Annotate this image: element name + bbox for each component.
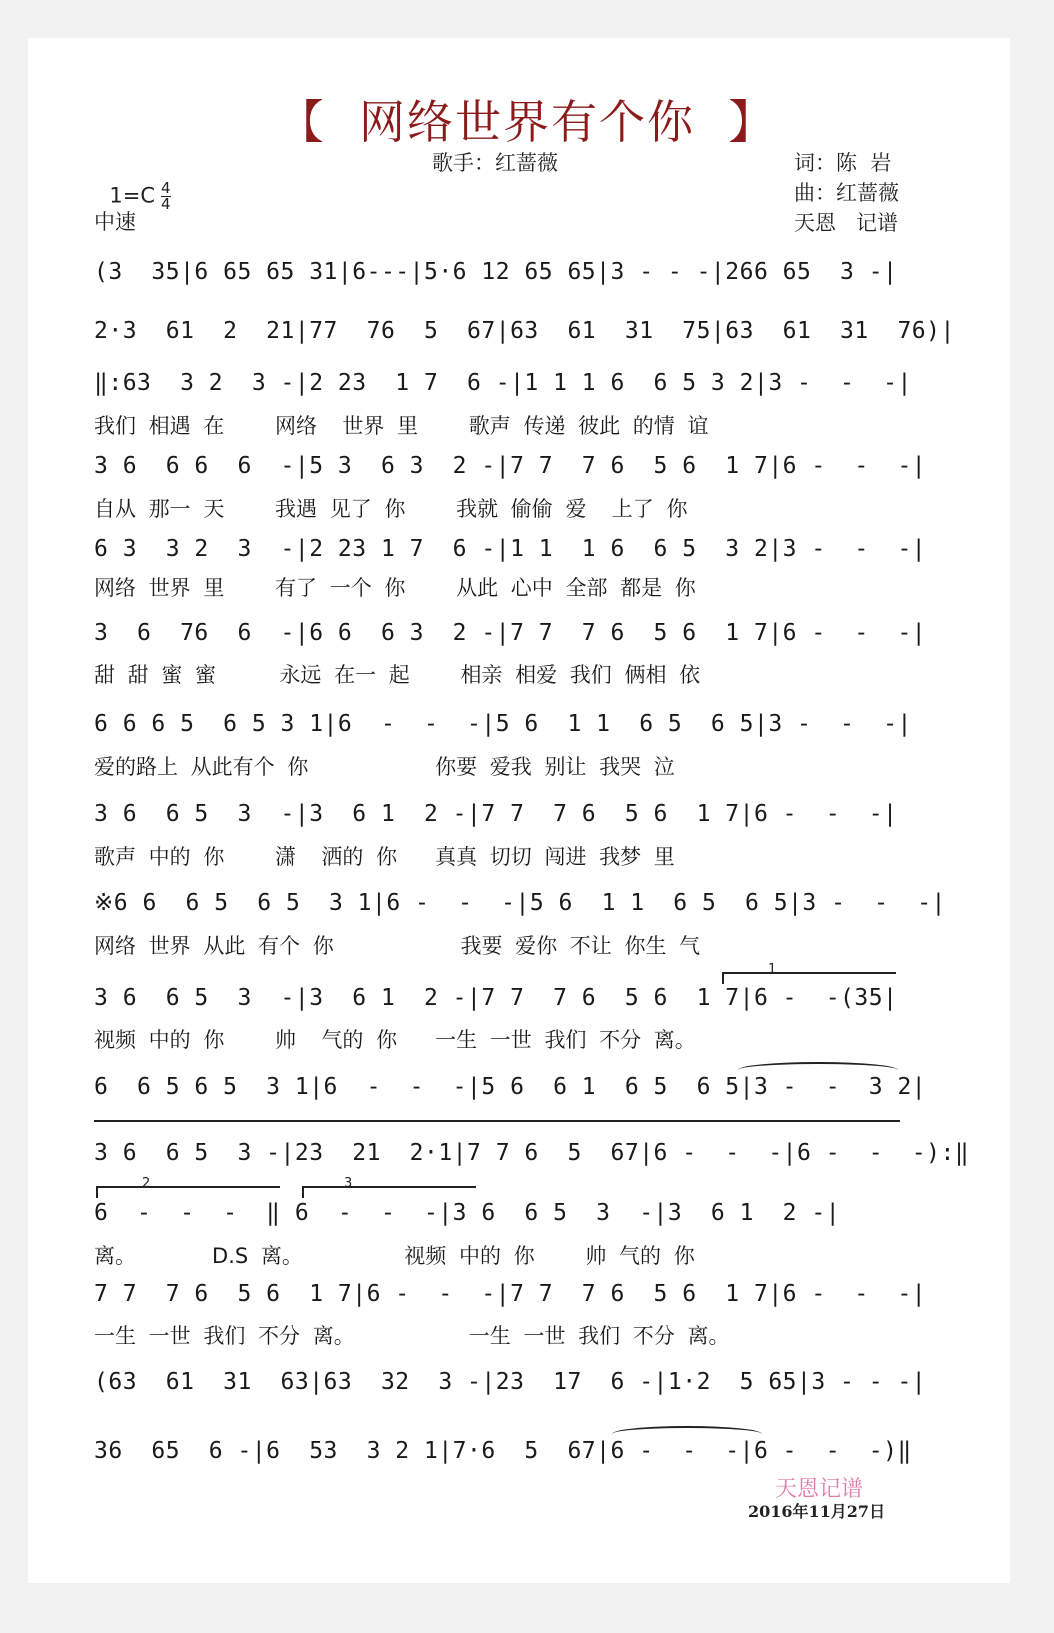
notation-line: 36 65 6 -|6 53 3 2 1|7·6 5 67|6 - - -|6 - - -)‖	[94, 1438, 912, 1464]
time-signature	[161, 181, 171, 212]
lyric-line: 我们 相遇 在 网络 世界 里 歌声 传递 彼此 的情 谊	[94, 414, 709, 438]
ending-bracket	[302, 1186, 476, 1198]
lyric-line: 自从 那一 天 我遇 见了 你 我就 偷偷 爱 上了 你	[94, 497, 688, 521]
lyric-line: 歌声 中的 你 潇 洒的 你 真真 切切 闯进 我梦 里	[94, 845, 675, 869]
notation-line: 3 6 6 6 6 -|5 3 6 3 2 -|7 7 7 6 5 6 1 7|6 - - -|	[94, 453, 927, 479]
ending-number: 1	[768, 962, 777, 977]
notation-line: 3 6 76 6 -|6 6 6 3 2 -|7 7 7 6 5 6 1 7|6 - - -|	[94, 620, 927, 646]
notation-line: 6 - - - ‖ 6 - - -|3 6 6 5 3 -|3 6 1 2 -|	[94, 1200, 841, 1226]
coda-rule	[94, 1120, 900, 1122]
notation-line: ‖:63 3 2 3 -|2 23 1 7 6 -|1 1 1 6 6 5 3 2|3 - - -|	[94, 370, 912, 396]
notation-line: (63 61 31 63|63 32 3 -|23 17 6 -|1·2 5 65|3 - - -|	[94, 1369, 927, 1395]
notation-line: (3 35|6 65 65 31|6---|5·6 12 65 65|3 - - -|266 65 3 -|	[94, 259, 898, 285]
ending-number: 2	[142, 1176, 151, 1191]
ending-number: 3	[344, 1176, 353, 1191]
transcription-date: 2016年11月27日	[748, 1502, 886, 1521]
notation-line: 6 6 6 5 6 5 3 1|6 - - -|5 6 1 1 6 5 6 5|3 - - -|	[94, 711, 912, 737]
ending-bracket	[96, 1186, 280, 1198]
notation-line: 6 3 3 2 3 -|2 23 1 7 6 -|1 1 1 6 6 5 3 2|3 - - -|	[94, 536, 927, 562]
time-bottom: 4	[160, 195, 171, 213]
composer-credit: 曲：红蔷薇	[794, 181, 899, 205]
singer-credit: 歌手：红蔷薇	[432, 151, 558, 175]
lyricist-credit: 词：陈 岩	[794, 151, 892, 175]
lyric-line: 一生 一世 我们 不分 离。 一生 一世 我们 不分 离。	[94, 1324, 730, 1348]
notation-line: 3 6 6 5 3 -|3 6 1 2 -|7 7 7 6 5 6 1 7|6 - - -|	[94, 801, 898, 827]
lyric-line: 网络 世界 从此 有个 你 我要 爱你 不让 你生 气	[94, 934, 701, 958]
transcriber-watermark: 天恩记谱	[775, 1477, 864, 1502]
song-title: 【 网络世界有个你 】	[277, 95, 777, 149]
notation-line: 6 6 5 6 5 3 1|6 - - -|5 6 6 1 6 5 6 5|3 - - 3 2|	[94, 1074, 927, 1100]
ending-bracket	[722, 972, 896, 984]
notation-line: 3 6 6 5 3 -|3 6 1 2 -|7 7 7 6 5 6 1 7|6 - -(35|	[94, 985, 898, 1011]
transcriber-credit: 天恩 记谱	[794, 211, 899, 235]
notation-line: ※6 6 6 5 6 5 3 1|6 - - -|5 6 1 1 6 5 6 5|3 - - -|	[94, 890, 946, 916]
lyric-line: 甜 甜 蜜 蜜 永远 在一 起 相亲 相爱 我们 俩相 依	[94, 663, 701, 687]
lyric-line: 视频 中的 你 帅 气的 你 一生 一世 我们 不分 离。	[94, 1028, 696, 1052]
notation-line: 3 6 6 5 3 -|23 21 2·1|7 7 6 5 67|6 - - -|6 - - -):‖	[94, 1140, 970, 1166]
notation-line: 7 7 7 6 5 6 1 7|6 - - -|7 7 7 6 5 6 1 7|6 - - -|	[94, 1281, 927, 1307]
notation-line: 2·3 61 2 21|77 76 5 67|63 61 31 75|63 61 31 76)|	[94, 318, 955, 344]
lyric-line: 网络 世界 里 有了 一个 你 从此 心中 全部 都是 你	[94, 576, 696, 600]
lyric-line: 爱的路上 从此有个 你 你要 爱我 别让 我哭 泣	[94, 755, 675, 779]
key-signature	[96, 157, 171, 212]
time-top: 4	[160, 179, 171, 197]
tempo-marking: 中速	[94, 210, 136, 234]
key-label: 1=C	[109, 183, 155, 208]
lyric-line: 离。 D.S 离。 视频 中的 你 帅 气的 你	[94, 1244, 695, 1268]
